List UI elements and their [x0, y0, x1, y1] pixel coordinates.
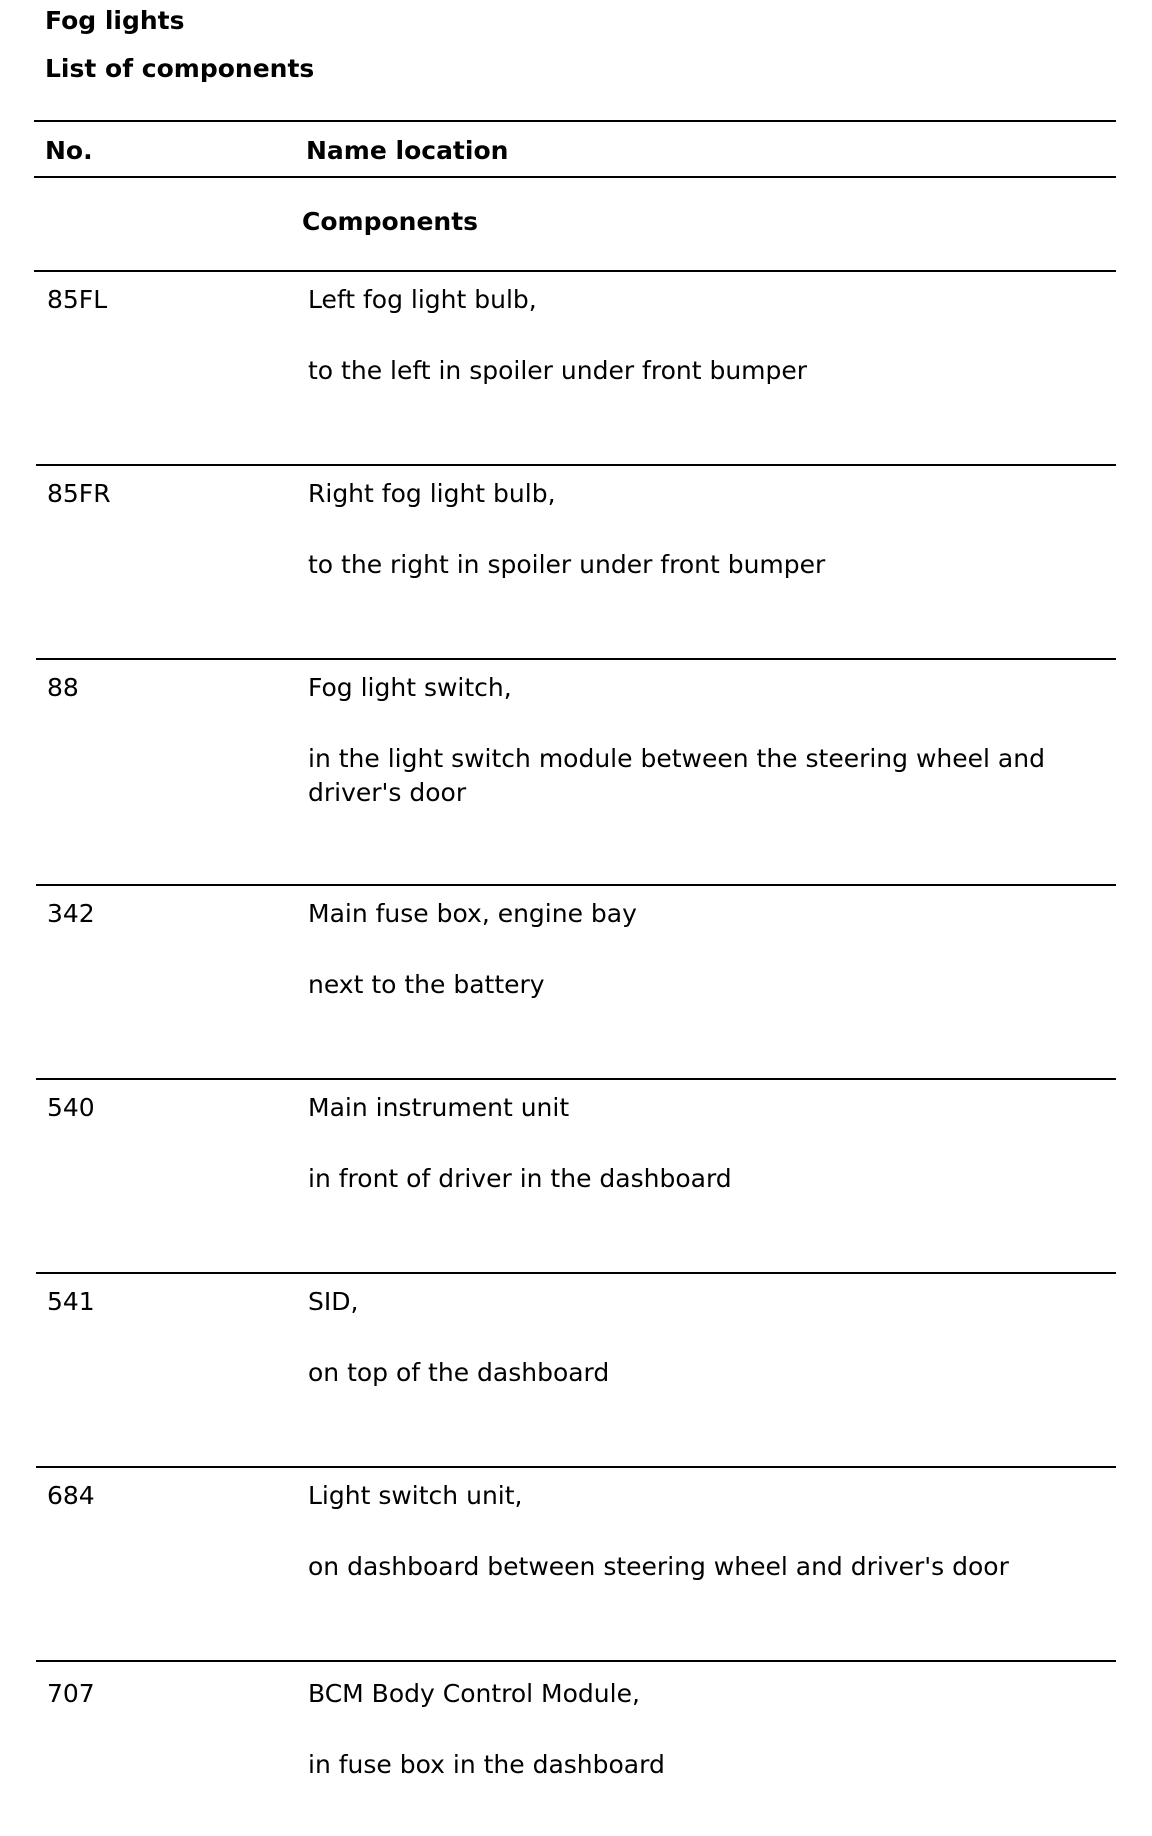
component-location: to the right in spoiler under front bumper — [308, 550, 826, 579]
component-number: 85FL — [47, 285, 108, 314]
component-location: to the left in spoiler under front bumper — [308, 356, 808, 385]
component-number: 684 — [47, 1481, 95, 1510]
component-location: in fuse box in the dashboard — [308, 1750, 665, 1779]
component-name: SID, — [308, 1287, 359, 1316]
component-location: in the light switch module between the steering wheel and driver's door — [308, 744, 1045, 807]
component-number: 707 — [47, 1679, 95, 1708]
table-top-rule — [34, 120, 1116, 122]
component-name: BCM Body Control Module, — [308, 1679, 640, 1708]
row-rule — [36, 884, 1116, 886]
component-name: Main instrument unit — [308, 1093, 570, 1122]
component-location: on dashboard between steering wheel and driver's door — [308, 1552, 1009, 1581]
component-number: 540 — [47, 1093, 95, 1122]
row-rule — [36, 464, 1116, 466]
component-location: on top of the dashboard — [308, 1358, 610, 1387]
row-rule — [36, 658, 1116, 660]
component-name: Fog light switch, — [308, 673, 512, 702]
column-header-name-location: Name location — [306, 136, 509, 165]
component-number: 85FR — [47, 479, 111, 508]
section-heading-components: Components — [302, 207, 479, 236]
document-subtitle: List of components — [45, 54, 315, 83]
component-name: Light switch unit, — [308, 1481, 523, 1510]
component-number: 342 — [47, 899, 95, 928]
component-location: next to the battery — [308, 970, 545, 999]
row-rule — [36, 1272, 1116, 1274]
row-rule — [36, 1660, 1116, 1662]
row-rule — [36, 1078, 1116, 1080]
column-header-no: No. — [45, 136, 93, 165]
component-number: 541 — [47, 1287, 95, 1316]
row-rule — [36, 1466, 1116, 1468]
component-name: Main fuse box, engine bay — [308, 899, 637, 928]
component-location: in front of driver in the dashboard — [308, 1164, 732, 1193]
component-name: Left fog light bulb, — [308, 285, 537, 314]
component-number: 88 — [47, 673, 79, 702]
component-name: Right fog light bulb, — [308, 479, 556, 508]
document-title: Fog lights — [45, 6, 185, 35]
header-rule — [34, 176, 1116, 178]
row-rule — [34, 270, 1116, 272]
